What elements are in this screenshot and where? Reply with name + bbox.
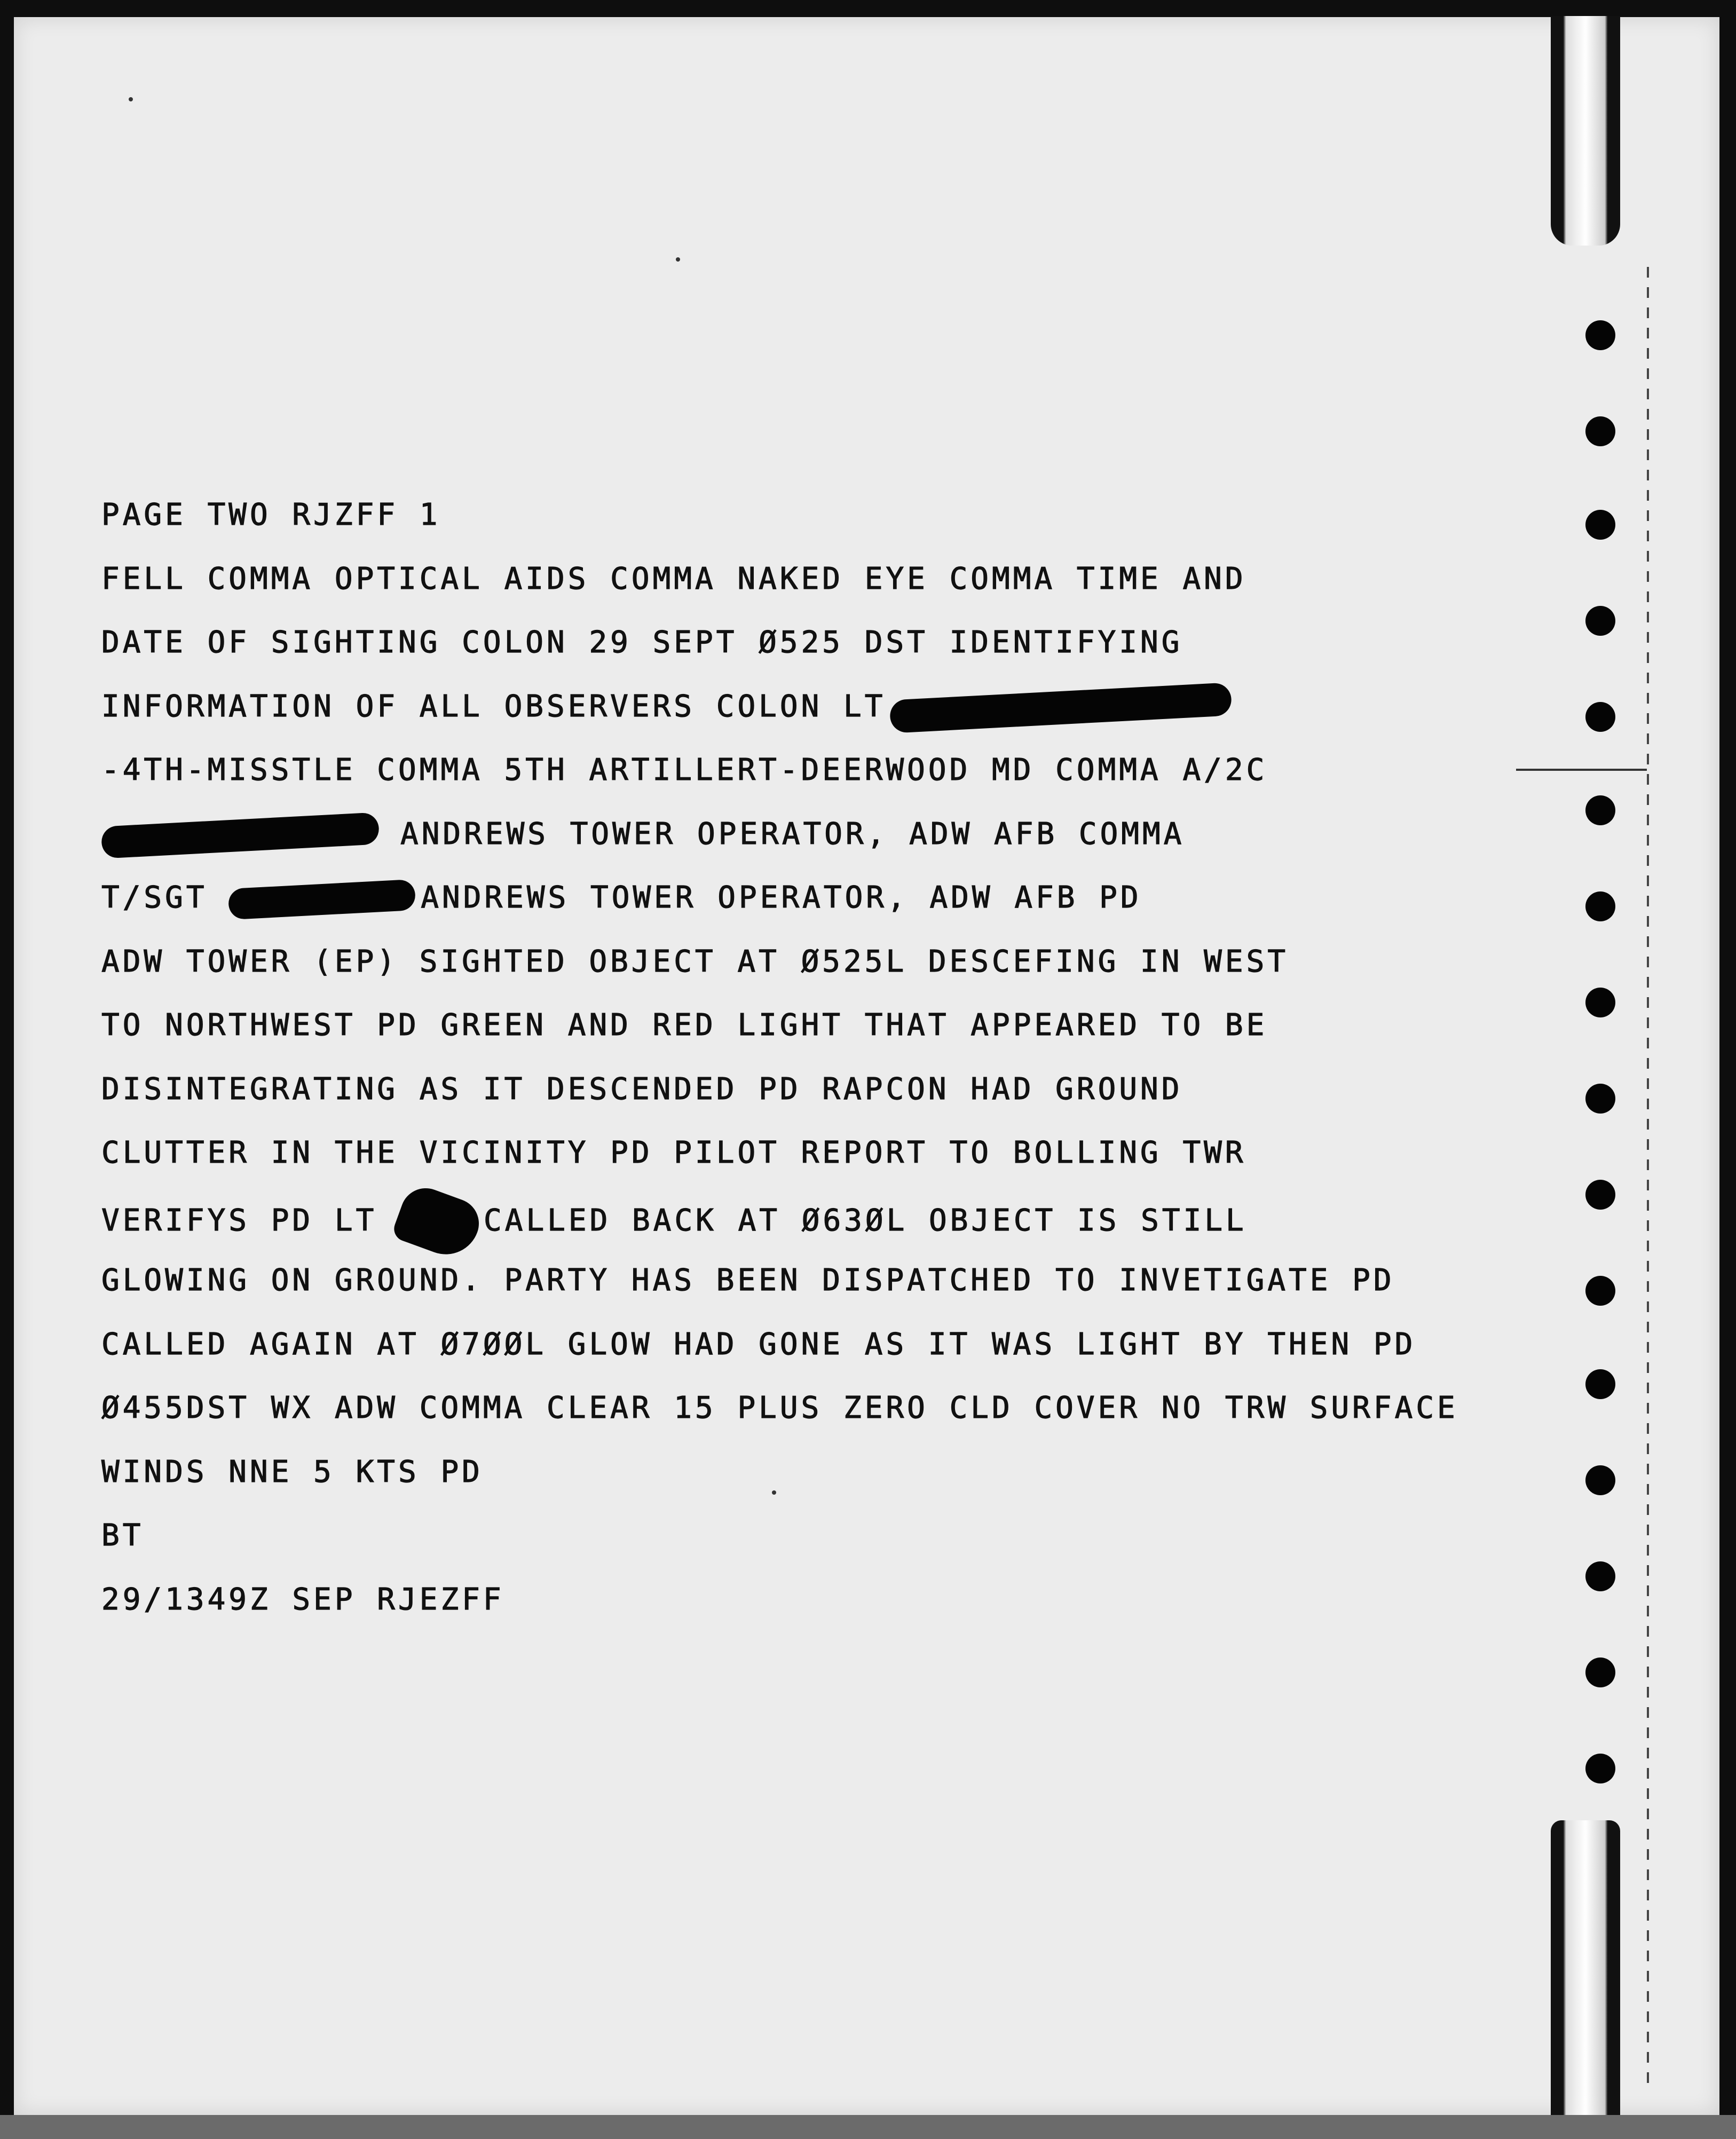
text-line: -4TH-MISSTLE COMMA 5TH ARTILLERT-DEERWOOD MD COMMA A/2C [101,753,1268,787]
fold-mark [1516,769,1647,771]
redaction-mark [228,879,416,920]
text-line: FELL COMMA OPTICAL AIDS COMMA NAKED EYE COMMA TIME AND [101,561,1246,596]
text-line: GLOWING ON GROUND. PARTY HAS BEEN DISPATCHED TO INVETIGATE PD [101,1263,1395,1298]
binder-hole [1585,702,1615,732]
text-line: BT [101,1518,144,1553]
text-line: DISINTEGRATING AS IT DESCENDED PD RAPCON HAD GROUND [101,1071,1183,1107]
line-text: INFORMATION OF ALL OBSERVERS COLON LT [101,689,886,724]
redaction-mark [101,812,380,859]
line-text: ANDREWS TOWER OPERATOR, ADW AFB COMMA [400,816,1185,851]
binder-hole [1585,1657,1615,1687]
text-line [101,1193,1409,1257]
text-line: Ø455DST WX ADW COMMA CLEAR 15 PLUS ZERO CLD COVER NO TRW SURFACE [101,1391,1458,1425]
binder-hole [1585,320,1615,350]
dust-speck [129,97,133,101]
binder-hole [1585,606,1615,636]
binder-hole [1585,1754,1615,1783]
text-line: CLUTTER IN THE VICINITY PD PILOT REPORT TO BOLLING TWR [101,1135,1246,1170]
binder-hole [1585,1465,1615,1495]
line-text: VERIFYS PD LT [101,1203,377,1238]
binder-hole [1585,988,1615,1017]
text-line: CALLED AGAIN AT Ø7ØØL GLOW HAD GONE AS IT WAS LIGHT BY THEN PD [101,1327,1416,1362]
binder-hole [1585,1276,1615,1306]
film-border [0,2115,1736,2139]
text-line: ADW TOWER (EP) SIGHTED OBJECT AT Ø525L DESCEFING IN WEST [101,944,1289,979]
redaction-mark [889,683,1232,733]
text-line: TO NORTHWEST PD GREEN AND RED LIGHT THAT APPEARED TO BE [101,1008,1268,1043]
line-text: CALLED BACK AT Ø63ØL OBJECT IS STILL [484,1203,1247,1238]
redaction-mark [391,1181,486,1264]
text-line [101,683,1409,747]
dust-speck [676,257,680,262]
text-line [101,810,1409,874]
binder-hole [1585,1561,1615,1591]
binder-hole [1585,1369,1615,1399]
binder-holes [1585,0,1617,2139]
text-line: 29/1349Z SEP RJEZFF [101,1582,504,1617]
teletype-message [101,491,1458,1639]
page-edge-mark [1647,267,1649,2093]
text-line: PAGE TWO RJZFF 1 [101,498,441,532]
binder-hole [1585,510,1615,540]
binder-hole [1585,1084,1615,1114]
binder-hole [1585,416,1615,446]
text-line [101,874,1409,938]
binder-hole [1585,891,1615,921]
text-line: WINDS NNE 5 KTS PD [101,1454,483,1489]
text-line: DATE OF SIGHTING COLON 29 SEPT Ø525 DST IDENTIFYING [101,625,1183,660]
binder-hole [1585,1180,1615,1210]
line-text: T/SGT [101,880,208,915]
binder-hole [1585,795,1615,825]
line-text: ANDREWS TOWER OPERATOR, ADW AFB PD [421,880,1142,915]
